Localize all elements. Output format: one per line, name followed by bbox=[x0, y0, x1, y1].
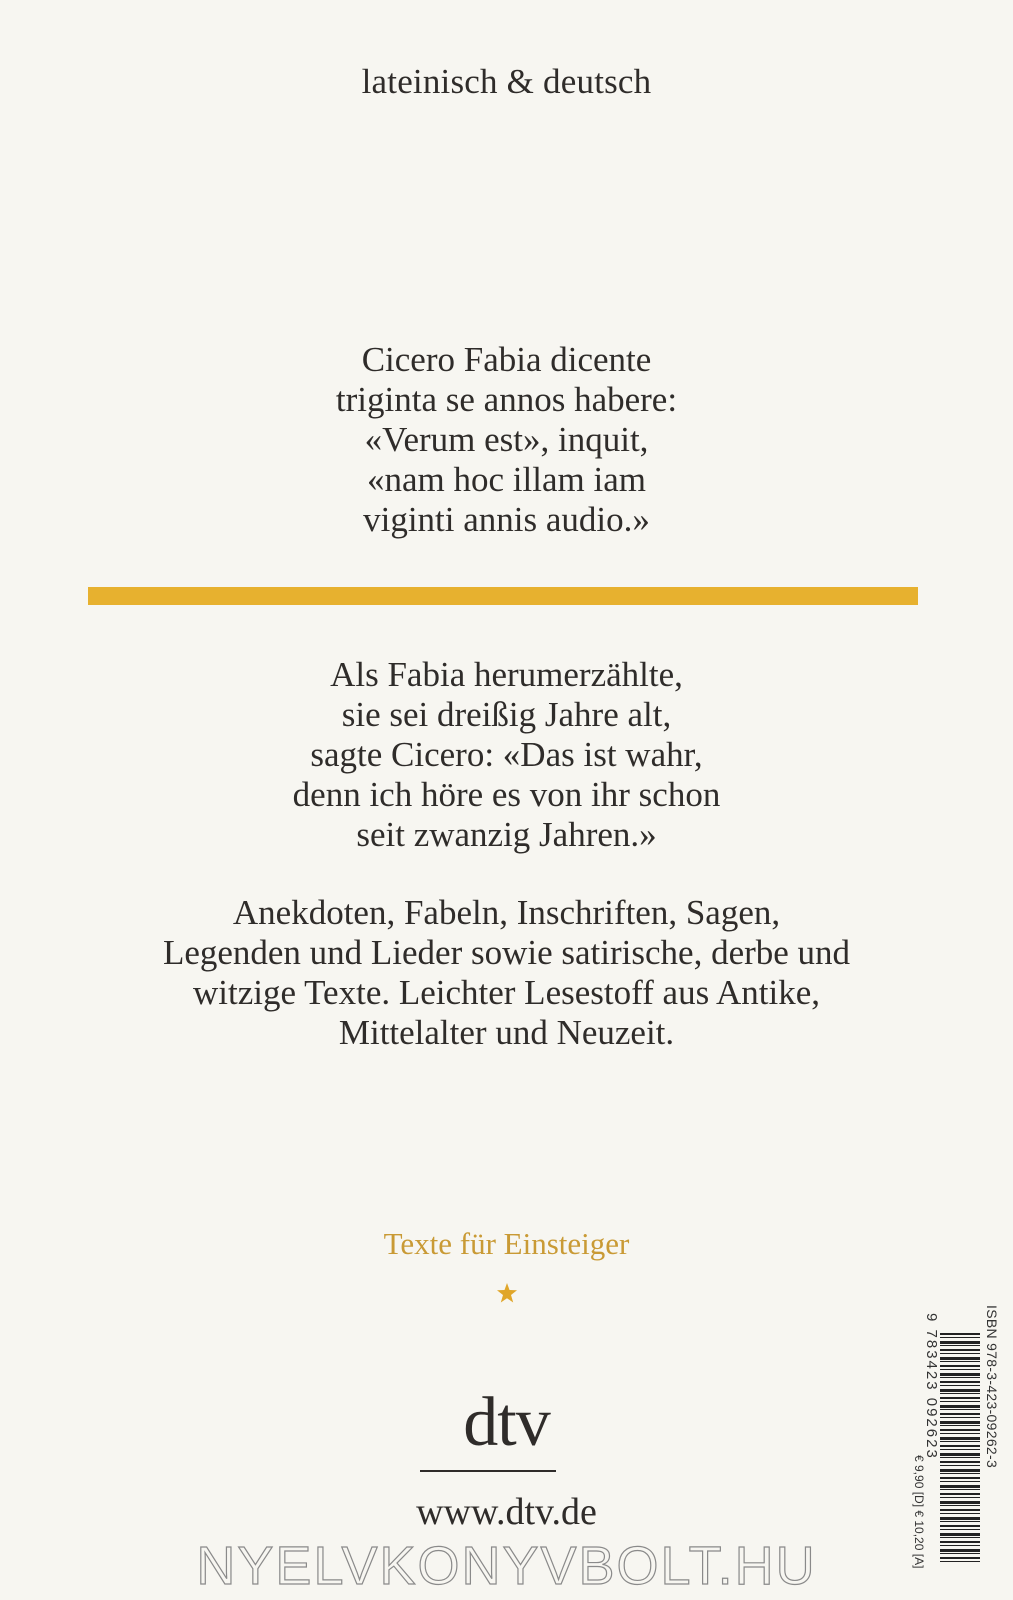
gold-divider bbox=[88, 587, 918, 605]
latin-quote-line: Cicero Fabia dicente bbox=[361, 340, 652, 379]
barcode-bars bbox=[940, 1333, 980, 1563]
star-icon bbox=[496, 1282, 518, 1304]
description-line: Anekdoten, Fabeln, Inschriften, Sagen, bbox=[232, 893, 781, 932]
publisher-website: www.dtv.de bbox=[416, 1491, 597, 1533]
latin-quote bbox=[0, 340, 1013, 540]
german-quote-line: sie sei dreißig Jahre alt, bbox=[341, 695, 672, 734]
latin-quote-line: triginta se annos habere: bbox=[335, 380, 678, 419]
description-line: Legenden und Lieder sowie satirische, derbe und bbox=[162, 933, 851, 972]
book-description bbox=[0, 893, 1013, 1053]
description-line: Mittelalter und Neuzeit. bbox=[338, 1013, 675, 1052]
latin-quote-line: «nam hoc illam iam bbox=[367, 460, 646, 499]
german-quote-line: seit zwanzig Jahren.» bbox=[356, 815, 657, 854]
series-name: Texte für Einsteiger bbox=[383, 1226, 630, 1261]
isbn-label: ISBN 978-3-423-09262-3 bbox=[984, 1305, 1000, 1469]
latin-quote-line: viginti annis audio.» bbox=[363, 500, 650, 539]
german-quote-line: denn ich höre es von ihr schon bbox=[292, 775, 721, 814]
logo-underline bbox=[420, 1470, 556, 1472]
watermark: NYELVKONYVBOLT.HU bbox=[196, 1536, 817, 1596]
price-label: € 9,90 [D] € 10,20 [A] bbox=[912, 1455, 926, 1569]
latin-quote-line: «Verum est», inquit, bbox=[364, 420, 649, 459]
german-quote-line: sagte Cicero: «Das ist wahr, bbox=[310, 735, 703, 774]
ean-number: 9 783423 092623 bbox=[923, 1313, 940, 1460]
german-quote-line: Als Fabia herumerzählte, bbox=[330, 655, 683, 694]
german-quote bbox=[0, 655, 1013, 855]
publisher-logo: dtv bbox=[463, 1384, 550, 1461]
description-line: witzige Texte. Leichter Lesestoff aus Antike, bbox=[192, 973, 821, 1012]
language-label: lateinisch & deutsch bbox=[361, 62, 652, 101]
